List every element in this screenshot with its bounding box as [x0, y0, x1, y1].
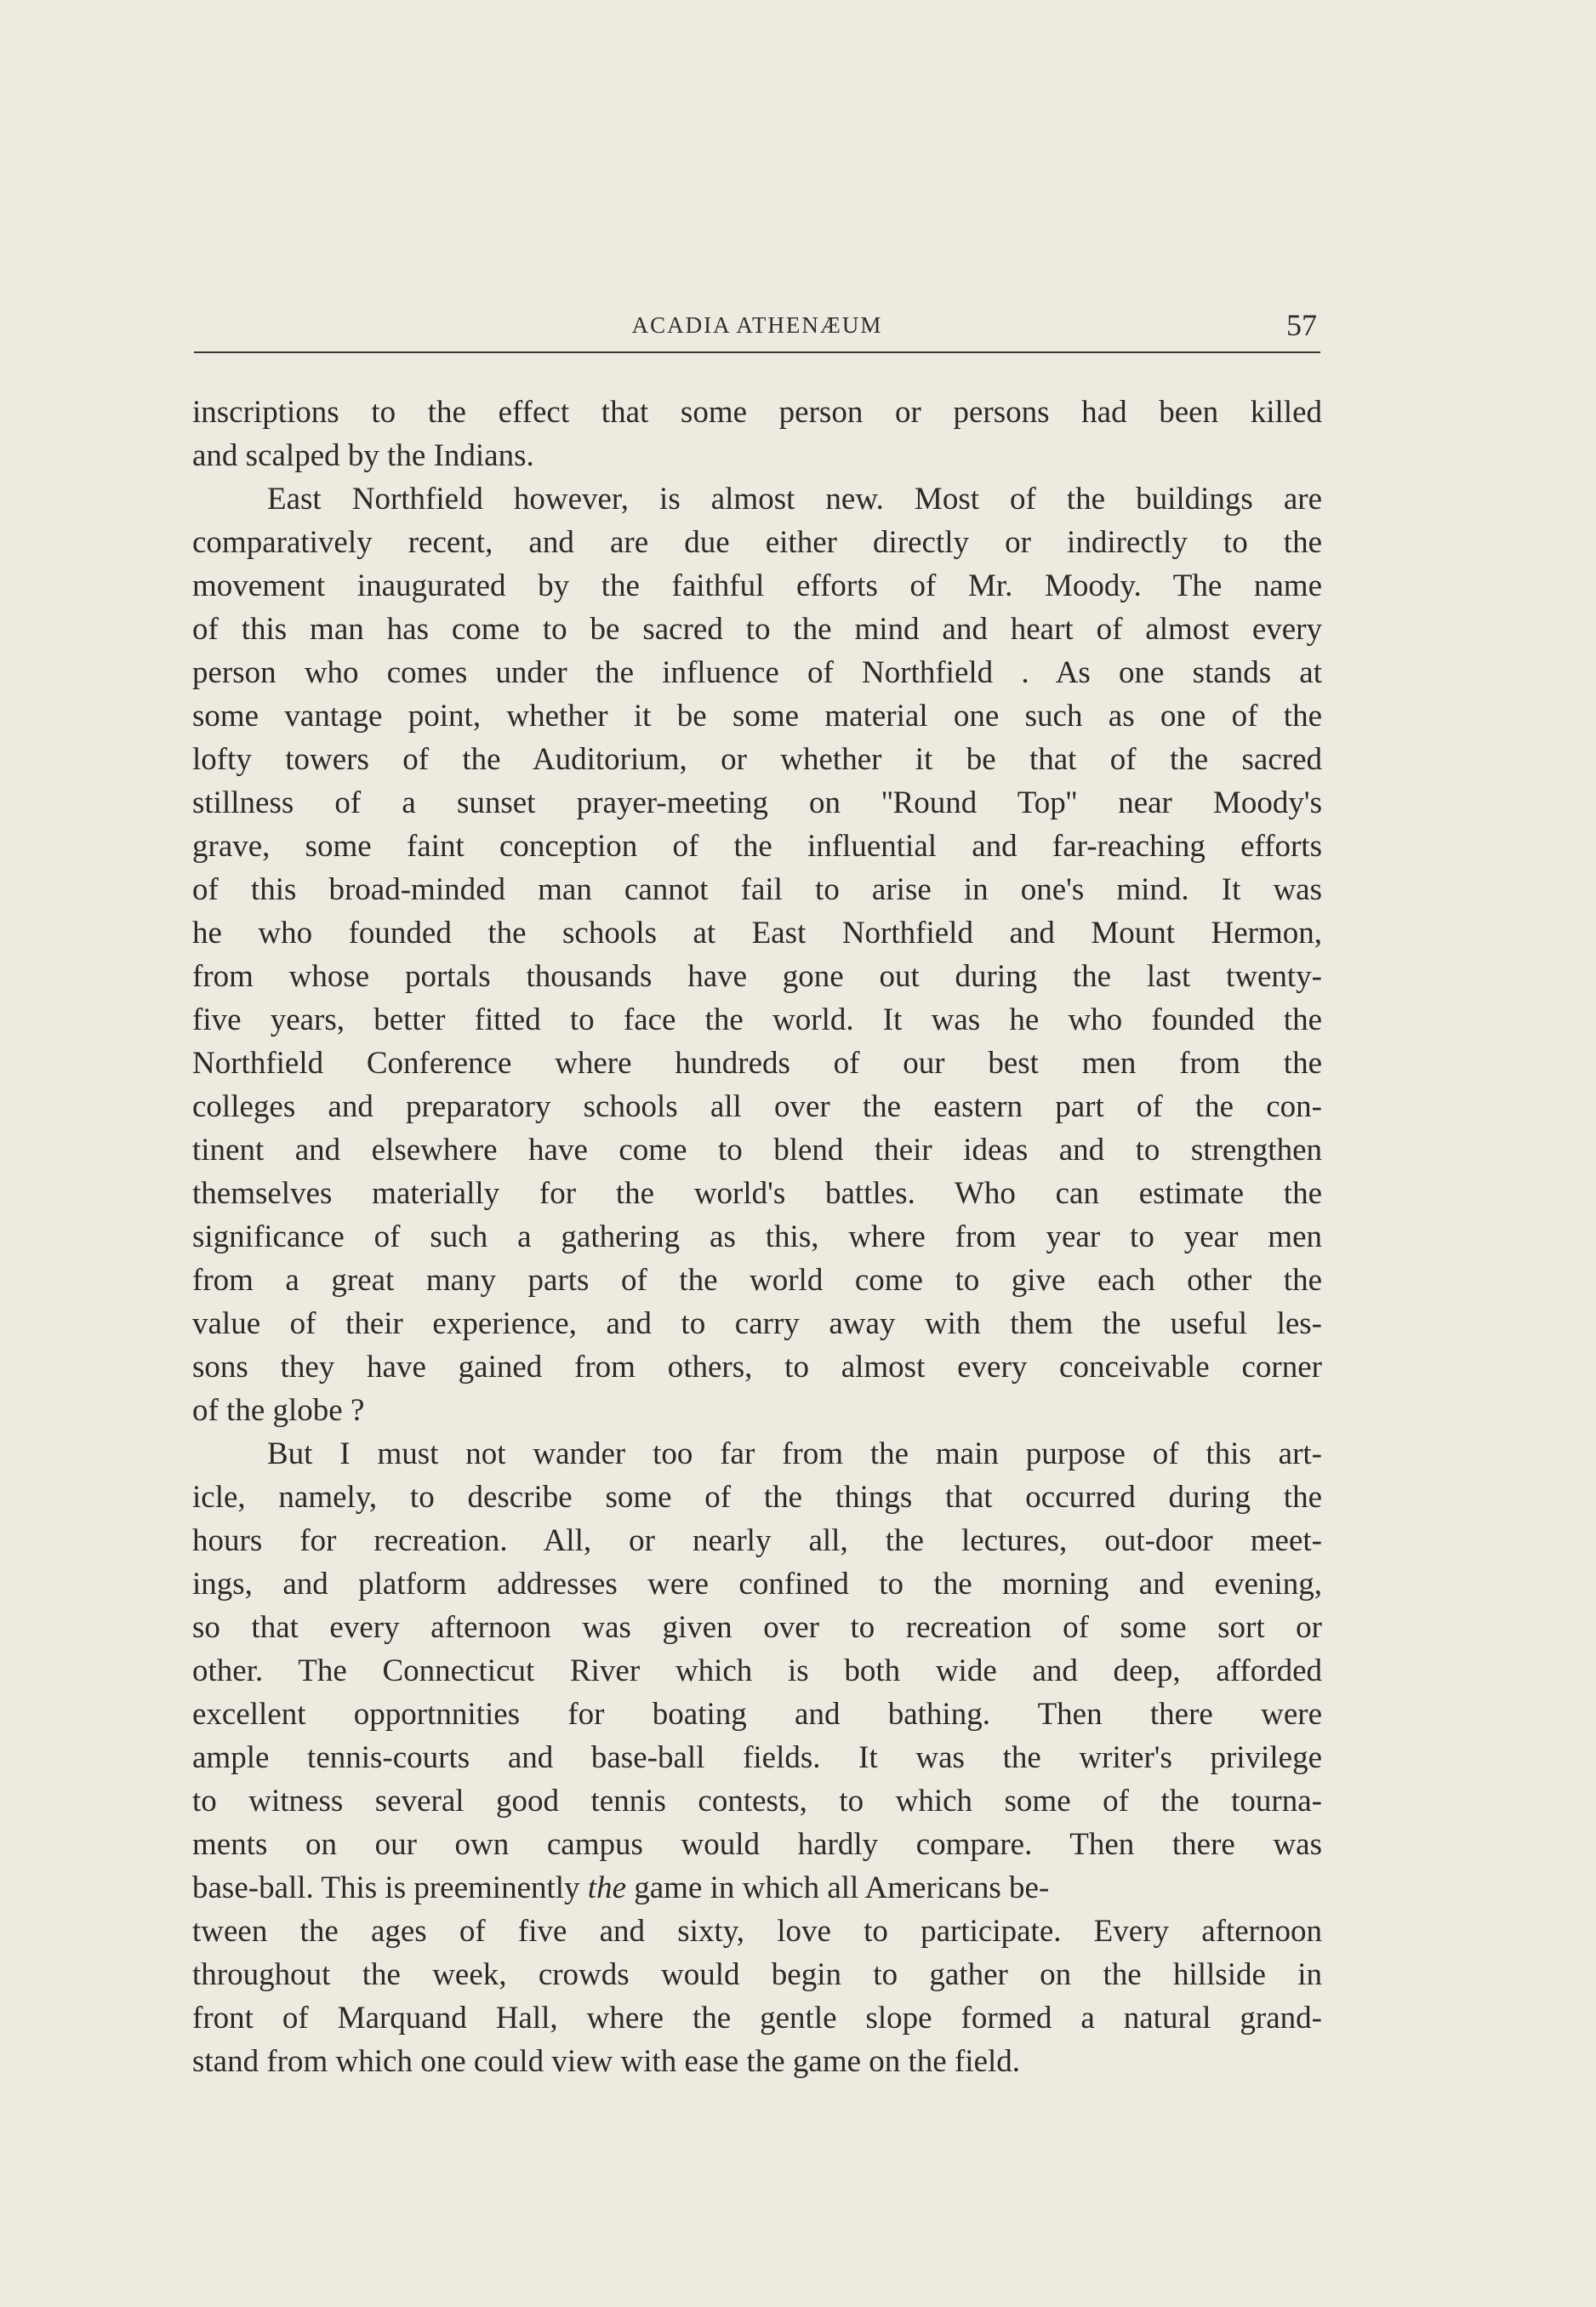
text-line: themselves materially for the world's battles. Who can estimate the: [192, 1176, 1322, 1211]
text-line: Northfield Conference where hundreds of our best men from the: [192, 1046, 1322, 1081]
text-line: sons they have gained from others, to almost every conceivable corner: [192, 1350, 1322, 1385]
text-line: ings, and platform addresses were confined to the morning and evening,: [192, 1567, 1322, 1602]
text-line: ample tennis-courts and base-ball fields. It was the writer's privilege: [192, 1740, 1322, 1775]
text-line: inscriptions to the effect that some person or persons had been killed: [192, 395, 1322, 430]
text-line: icle, namely, to describe some of the things that occurred during the: [192, 1480, 1322, 1515]
page-number: 57: [1286, 308, 1317, 342]
text-line: grave, some faint conception of the influential and far-reaching efforts: [192, 829, 1322, 864]
text-line: But I must not wander too far from the main purpose of this art-: [267, 1436, 1322, 1471]
text-line: colleges and preparatory schools all over the eastern part of the con-: [192, 1089, 1322, 1124]
text-line: stillness of a sunset prayer-meeting on ''Round Top'' near Moody's: [192, 785, 1322, 820]
text-line: of this man has come to be sacred to the mind and heart of almost every: [192, 612, 1322, 647]
text-line: to witness several good tennis contests, to which some of the tourna-: [192, 1784, 1322, 1819]
text-line: hours for recreation. All, or nearly all, the lectures, out-door meet-: [192, 1523, 1322, 1558]
italic-word: the: [587, 1870, 626, 1905]
text-line: some vantage point, whether it be some material one such as one of the: [192, 699, 1322, 734]
text-line: stand from which one could view with ease the game on the field.: [192, 2044, 1021, 2079]
text-line: tinent and elsewhere have come to blend their ideas and to strengthen: [192, 1133, 1322, 1168]
text-line: of the globe ?: [192, 1393, 365, 1428]
text-line: value of their experience, and to carry away with them the useful les-: [192, 1306, 1322, 1341]
running-head: [194, 308, 1320, 351]
text-line: East Northfield however, is almost new. Most of the buildings are: [267, 482, 1322, 517]
text-line: significance of such a gathering as this, where from year to year men: [192, 1219, 1322, 1254]
text-line: of this broad-minded man cannot fail to arise in one's mind. It was: [192, 872, 1322, 907]
header-rule: [194, 351, 1320, 353]
text-line: front of Marquand Hall, where the gentle slope formed a natural grand-: [192, 2001, 1322, 2036]
text-line: excellent opportnnities for boating and bathing. Then there were: [192, 1697, 1322, 1732]
text-line: and scalped by the Indians.: [192, 438, 534, 473]
text-line: tween the ages of five and sixty, love to participate. Every afternoon: [192, 1914, 1322, 1949]
body-text: [192, 391, 1322, 2083]
text-run: base-ball. This is preeminently: [192, 1870, 580, 1905]
text-line: person who comes under the influence of Northfield . As one stands at: [192, 655, 1322, 690]
text-line: other. The Connecticut River which is both wide and deep, afforded: [192, 1653, 1322, 1688]
text-line: comparatively recent, and are due either directly or indirectly to the: [192, 525, 1322, 560]
text-line: throughout the week, crowds would begin to gather on the hillside in: [192, 1957, 1322, 1992]
text-run: game in which all Americans be-: [634, 1870, 1050, 1905]
text-line: he who founded the schools at East Northfield and Mount Hermon,: [192, 916, 1322, 951]
text-line: from whose portals thousands have gone out during the last twenty-: [192, 959, 1322, 994]
text-line: so that every afternoon was given over to recreation of some sort or: [192, 1610, 1322, 1645]
text-line-with-italic: [192, 1866, 1322, 1910]
text-line: movement inaugurated by the faithful efforts of Mr. Moody. The name: [192, 568, 1322, 603]
text-line: from a great many parts of the world come to give each other the: [192, 1263, 1322, 1298]
text-line: five years, better fitted to face the world. It was he who founded the: [192, 1002, 1322, 1037]
journal-title: ACADIA ATHENÆUM: [631, 312, 883, 338]
text-line: lofty towers of the Auditorium, or whether it be that of the sacred: [192, 742, 1322, 777]
text-line: ments on our own campus would hardly compare. Then there was: [192, 1827, 1322, 1862]
